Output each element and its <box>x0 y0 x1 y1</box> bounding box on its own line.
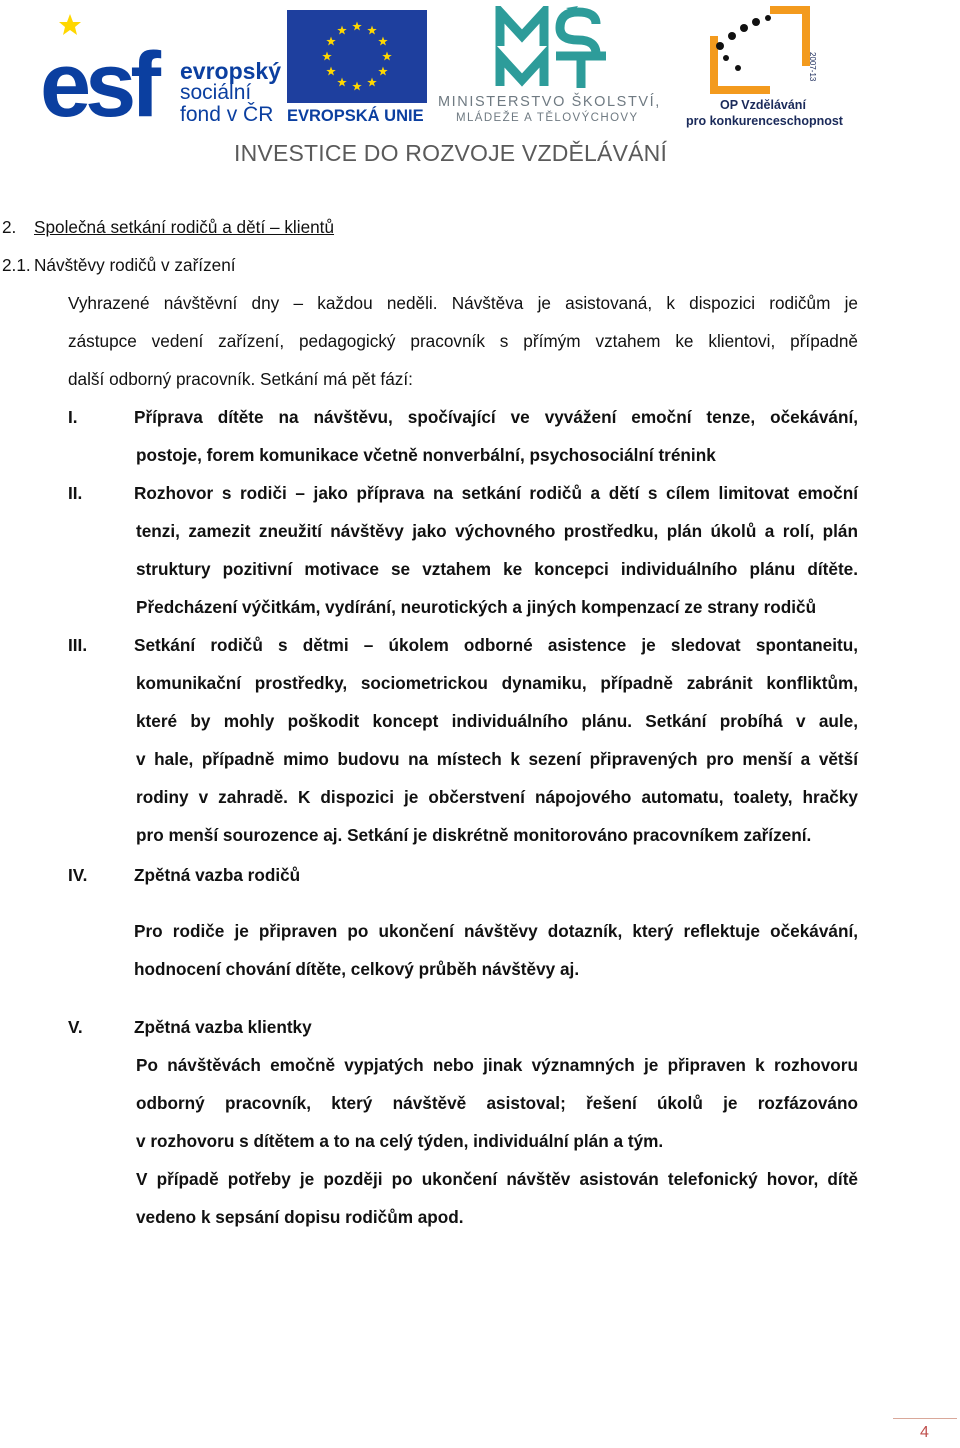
phase-4-line-1: Pro rodiče je připraven po ukončení návštěvy dotazník, který reflektuje očekávání, <box>134 921 858 941</box>
msmt-mark-icon <box>494 6 614 91</box>
phase-4-line-2: hodnocení chování dítěte, celkový průběh návštěvy aj. <box>134 959 580 979</box>
subsection-title: Návštěvy rodičů v zařízení <box>34 255 236 275</box>
phase-3-numeral: III. <box>68 635 88 655</box>
intro-line-2: zástupce vedení zařízení, pedagogický pracovník s přímým vztahem ke klientovi, případně <box>68 331 858 351</box>
phase-5-line-4: V případě potřeby je později po ukončení návštěv asistován telefonický hovor, dítě <box>136 1169 858 1189</box>
phase-4-numeral: IV. <box>68 865 88 885</box>
phase-1-numeral: I. <box>68 407 78 427</box>
header-logos <box>0 0 960 180</box>
svg-text:esf: esf <box>40 34 155 123</box>
eu-logo <box>287 10 427 125</box>
msmt-line1: MINISTERSTVO ŠKOLSTVÍ, <box>438 94 661 110</box>
intro-line-3: další odborný pracovník. Setkání má pět fází: <box>68 369 413 389</box>
phase-2-line-1: Rozhovor s rodiči – jako příprava na setkání rodičů a dětí s cílem limitovat emoční <box>134 483 858 503</box>
intro-line-1: Vyhrazené návštěvní dny – každou neděli. Návštěva je asistovaná, k dispozici rodičům je <box>68 293 858 313</box>
section-number: 2. <box>2 217 17 237</box>
esf-mark-icon <box>40 8 170 123</box>
op-logo <box>684 6 844 126</box>
phase-2-line-3: struktury pozitivní motivace se vztahem ke koncepci individuálního plánu dítěte. <box>136 559 858 579</box>
phase-2-numeral: II. <box>68 483 83 503</box>
op-line2: pro konkurenceschopnost <box>686 114 843 128</box>
esf-line1: evropský <box>180 58 282 84</box>
esf-line3: fond v ČR <box>180 103 274 126</box>
esf-line2: sociální <box>180 81 252 104</box>
section-title: Společná setkání rodičů a dětí – klientů <box>34 217 335 237</box>
phase-5-line-2: odborný pracovník, který návštěvě asistoval; řešení úkolů je rozfázováno <box>136 1093 858 1113</box>
msmt-line2: MLÁDEŽE A TĚLOVÝCHOVY <box>456 112 639 124</box>
phase-5-line-3: v rozhovoru s dítětem a to na celý týden, individuální plán a tým. <box>136 1131 664 1151</box>
phase-3-line-3: které by mohly poškodit koncept individuálního plánu. Setkání probíhá v aule, <box>136 711 858 731</box>
subsection-number: 2.1. <box>2 255 31 275</box>
op-line1: OP Vzdělávání <box>720 98 806 112</box>
phase-3-line-5: rodiny v zahradě. K dispozici je občerstvení nápojového automatu, toalety, hračky <box>136 787 858 807</box>
phase-1-line-1: Příprava dítěte na návštěvu, spočívající ve vyvážení emoční tenze, očekávání, <box>134 407 858 427</box>
esf-wordmark <box>180 60 281 126</box>
footer-rule <box>893 1418 957 1419</box>
phase-5-numeral: V. <box>68 1017 83 1037</box>
op-mark-icon <box>710 6 820 94</box>
eu-flag-icon <box>287 10 427 103</box>
phase-3-line-2: komunikační prostředky, sociometrickou dynamiku, případně zabránit konfliktům, <box>136 673 858 693</box>
eu-label: EVROPSKÁ UNIE <box>287 107 424 125</box>
phase-5-line-1: Po návštěvách emočně vypjatých nebo jinak významných je připraven k rozhovoru <box>136 1055 858 1075</box>
phase-4-title: Zpětná vazba rodičů <box>134 865 301 885</box>
phase-3-line-1: Setkání rodičů s dětmi – úkolem odborné asistence je sledovat spontaneitu, <box>134 635 858 655</box>
esf-logo <box>40 8 280 128</box>
op-years: 2007-13 <box>808 52 817 82</box>
phase-3-line-6: pro menší sourozence aj. Setkání je diskrétně monitorováno pracovníkem zařízení. <box>136 825 812 845</box>
phase-2-line-2: tenzi, zamezit zneužití návštěvy jako výchovného prostředku, plán úkolů a rolí, plán <box>136 521 858 541</box>
investice-banner: INVESTICE DO ROZVOJE VZDĚLÁVÁNÍ <box>234 140 668 166</box>
phase-1-line-2: postoje, forem komunikace včetně nonverbální, psychosociální trénink <box>136 445 716 465</box>
msmt-logo <box>436 6 681 126</box>
phase-3-line-4: v hale, případně mimo budovu na místech k sezení připravených pro menší a větší <box>136 749 858 769</box>
phase-5-line-5: vedeno k sepsání dopisu rodičům apod. <box>136 1207 464 1227</box>
page-number: 4 <box>920 1424 929 1441</box>
phase-5-title: Zpětná vazba klientky <box>134 1017 312 1037</box>
phase-2-line-4: Předcházení výčitkám, vydírání, neurotických a jiných kompenzací ze strany rodičů <box>136 597 817 617</box>
